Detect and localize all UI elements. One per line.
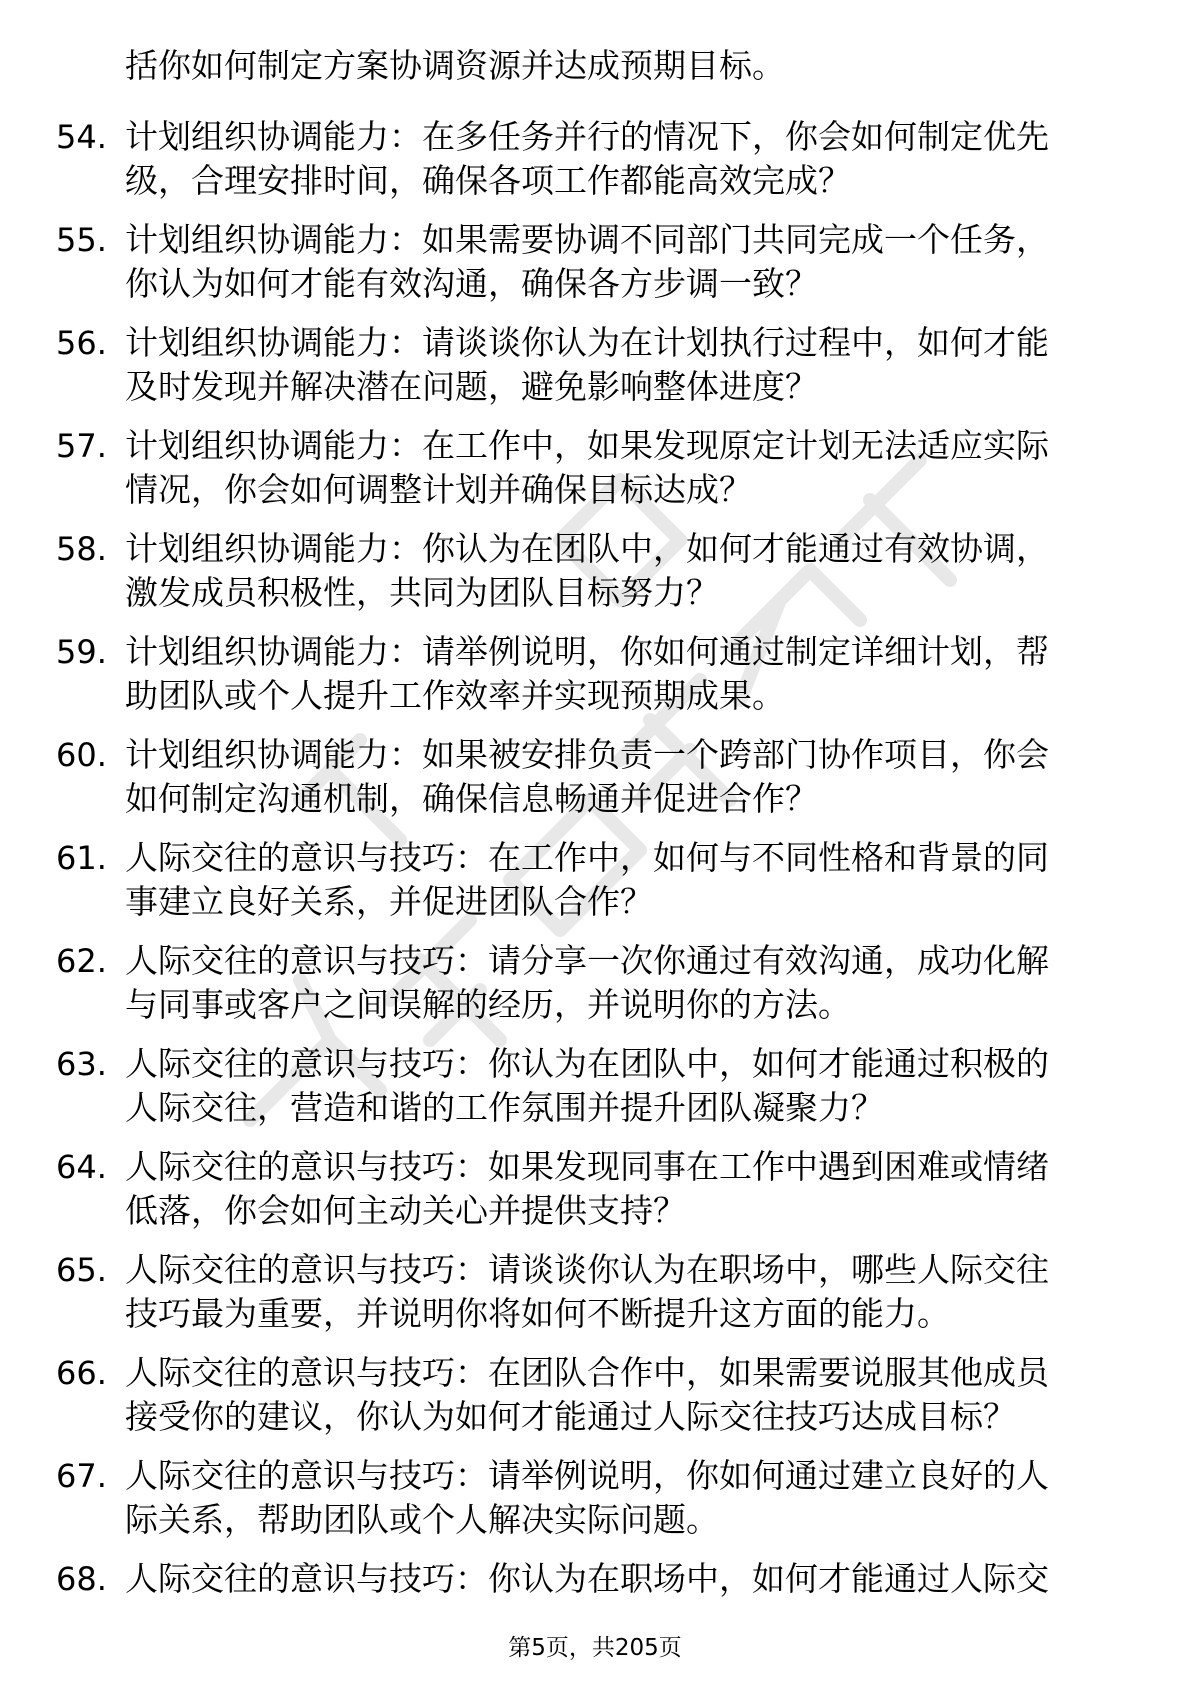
question-text-line: 际关系，帮助团队或个人解决实际问题。 [125, 1500, 719, 1539]
question-text [125, 1454, 1105, 1542]
question-text [125, 630, 1105, 718]
question-text-line: 与同事或客户之间误解的经历，并说明你的方法。 [125, 985, 851, 1024]
question-text [125, 115, 1105, 203]
question-text [125, 939, 1105, 1027]
question-text [125, 424, 1105, 512]
question-text-line: 技巧最为重要，并说明你将如何不断提升这方面的能力。 [125, 1294, 950, 1333]
question-text [125, 1145, 1105, 1233]
question-item [0, 218, 1190, 306]
question-text-line: 计划组织协调能力：在工作中，如果发现原定计划无法适应实际 [125, 426, 1049, 465]
question-number: 65. [56, 1251, 107, 1289]
question-text [125, 527, 1105, 615]
question-number: 58. [56, 530, 107, 568]
question-number: 55. [56, 221, 107, 259]
question-text-line: 计划组织协调能力：如果需要协调不同部门共同完成一个任务， [125, 220, 1049, 259]
question-text-line: 人际交往的意识与技巧：你认为在团队中，如何才能通过积极的 [125, 1044, 1049, 1083]
question-text-line: 计划组织协调能力：你认为在团队中，如何才能通过有效协调， [125, 529, 1049, 568]
question-number: 54. [56, 118, 107, 156]
question-text-line: 接受你的建议，你认为如何才能通过人际交往技巧达成目标？ [125, 1397, 1016, 1436]
question-number: 59. [56, 633, 107, 671]
question-text-line: 人际交往的意识与技巧：如果发现同事在工作中遇到困难或情绪 [125, 1147, 1049, 1186]
question-text-line: 人际交往的意识与技巧：在团队合作中，如果需要说服其他成员 [125, 1353, 1049, 1392]
question-text-line: 计划组织协调能力：在多任务并行的情况下，你会如何制定优先 [125, 117, 1049, 156]
question-item [0, 1248, 1190, 1336]
question-text [125, 1351, 1105, 1439]
question-item [0, 1145, 1190, 1233]
question-text-line: 人际交往，营造和谐的工作氛围并提升团队凝聚力？ [125, 1088, 884, 1127]
question-item [0, 1351, 1190, 1439]
question-number: 67. [56, 1457, 107, 1495]
question-text [125, 733, 1105, 821]
question-number: 61. [56, 839, 107, 877]
question-text-line: 计划组织协调能力：如果被安排负责一个跨部门协作项目，你会 [125, 735, 1049, 774]
question-item [0, 630, 1190, 718]
question-text-line: 人际交往的意识与技巧：请分享一次你通过有效沟通，成功化解 [125, 941, 1049, 980]
question-number: 57. [56, 427, 107, 465]
question-text [125, 1042, 1105, 1130]
question-text-line: 人际交往的意识与技巧：请举例说明，你如何通过建立良好的人 [125, 1456, 1049, 1495]
question-item [0, 424, 1190, 512]
question-text [125, 321, 1105, 409]
question-number: 62. [56, 942, 107, 980]
question-text [125, 218, 1105, 306]
question-text [125, 836, 1105, 924]
question-text [125, 1248, 1105, 1336]
page-footer: 第5页，共205页 [508, 1635, 682, 1661]
question-item [0, 939, 1190, 1027]
question-text-line: 助团队或个人提升工作效率并实现预期成果。 [125, 676, 785, 715]
question-text-line: 计划组织协调能力：请举例说明，你如何通过制定详细计划，帮 [125, 632, 1049, 671]
question-text [125, 1557, 1105, 1601]
question-text-line: 人际交往的意识与技巧：你认为在职场中，如何才能通过人际交 [125, 1559, 1049, 1598]
question-item [0, 733, 1190, 821]
question-text-line: 情况，你会如何调整计划并确保目标达成？ [125, 470, 752, 509]
question-text-line: 及时发现并解决潜在问题，避免影响整体进度？ [125, 367, 818, 406]
question-text-line: 事建立良好关系，并促进团队合作？ [125, 882, 653, 921]
question-number: 66. [56, 1354, 107, 1392]
question-number: 60. [56, 736, 107, 774]
question-number: 64. [56, 1148, 107, 1186]
question-item [0, 836, 1190, 924]
question-text-line: 激发成员积极性，共同为团队目标努力？ [125, 573, 719, 612]
question-item [0, 1454, 1190, 1542]
question-text-line: 计划组织协调能力：请谈谈你认为在计划执行过程中，如何才能 [125, 323, 1049, 362]
question-number: 68. [56, 1560, 107, 1598]
question-item [0, 1557, 1190, 1645]
question-item [0, 321, 1190, 409]
question-text-line: 低落，你会如何主动关心并提供支持？ [125, 1191, 686, 1230]
question-item [0, 1042, 1190, 1130]
question-text-line: 如何制定沟通机制，确保信息畅通并促进合作？ [125, 779, 818, 818]
question-list [0, 44, 1190, 1660]
question-item [0, 527, 1190, 615]
question-text-line: 你认为如何才能有效沟通，确保各方步调一致？ [125, 264, 818, 303]
continuation-line: 括你如何制定方案协调资源并达成预期目标。 [125, 46, 785, 85]
question-text-line: 级，合理安排时间，确保各项工作都能高效完成？ [125, 161, 851, 200]
question-text-line: 人际交往的意识与技巧：请谈谈你认为在职场中，哪些人际交往 [125, 1250, 1049, 1289]
question-number: 56. [56, 324, 107, 362]
question-text-line: 人际交往的意识与技巧：在工作中，如何与不同性格和背景的同 [125, 838, 1049, 877]
question-number: 63. [56, 1045, 107, 1083]
question-item [0, 115, 1190, 203]
